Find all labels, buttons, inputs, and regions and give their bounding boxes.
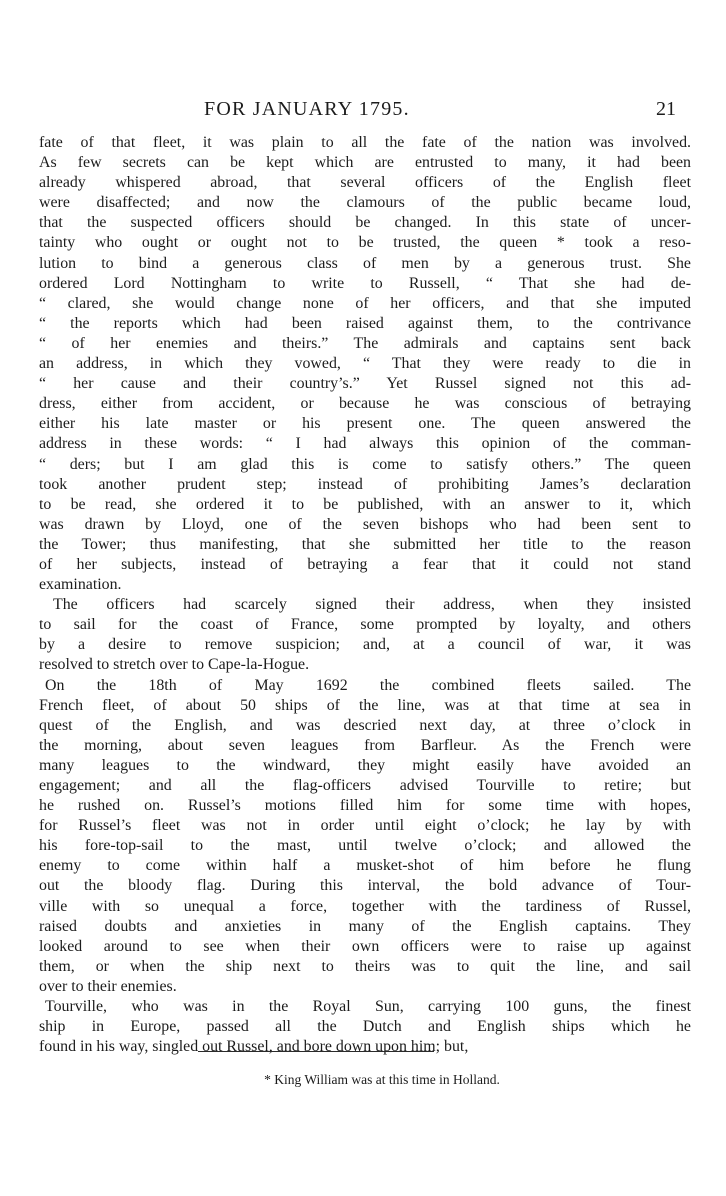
text-line: the morning, about seven leagues from Barfleur. As the French were [39, 736, 691, 754]
text-line: French fleet, of about 50 ships of the line, was at that time at sea in [39, 696, 691, 714]
text-line: dress, either from accident, or because he was conscious of betraying [39, 395, 691, 413]
text-line: enemy to come within half a musket-shot of him before he flung [39, 857, 691, 875]
page-number: 21 [656, 98, 676, 120]
text-line: ville with so unequal a force, together with the tardiness of Russel, [39, 897, 691, 915]
text-line: by a desire to remove suspicion; and, at a council of war, it was [39, 636, 691, 654]
text-line: his fore-top-sail to the mast, until twelve o’clock; and allowed the [39, 837, 691, 855]
text-line: As few secrets can be kept which are entrusted to many, it had been [39, 154, 691, 172]
text-line: “ the reports which had been raised against them, to the contrivance [39, 314, 691, 332]
text-line: took another prudent step; instead of prohibiting James’s declaration [39, 475, 691, 493]
text-line: to sail for the coast of France, some prompted by loyalty, and others [39, 616, 691, 634]
text-line: an address, in which they vowed, “ That they were ready to die in [39, 355, 691, 373]
text-line: The officers had scarcely signed their address, when they insisted [53, 596, 691, 614]
text-line: quest of the English, and was descried next day, at three o’clock in [39, 716, 691, 734]
text-line: resolved to stretch over to Cape-la-Hogue. [39, 656, 310, 674]
running-title: FOR JANUARY 1795. [204, 98, 410, 120]
footnote-rule [198, 1051, 434, 1052]
text-line: fate of that fleet, it was plain to all the fate of the nation was involved. [39, 134, 691, 151]
text-line: for Russel’s fleet was not in order until eight o’clock; he lay by with [39, 817, 691, 835]
text-line: that the suspected officers should be changed. In this state of uncer- [39, 214, 691, 232]
text-line: lution to bind a generous class of men by a generous trust. She [39, 254, 691, 272]
text-line: examination. [39, 576, 122, 594]
running-head [0, 94, 726, 124]
text-line: ship in Europe, passed all the Dutch and English ships which he [39, 1018, 691, 1036]
body-text [39, 133, 691, 1057]
text-line: “ her cause and their country’s.” Yet Russel signed not this ad- [39, 375, 691, 393]
text-line: the Tower; thus manifesting, that she submitted her title to the reason [39, 535, 691, 553]
text-line: over to their enemies. [39, 977, 177, 995]
text-line: “ clared, she would change none of her officers, and that she imputed [39, 294, 691, 312]
text-line: tainty who ought or ought not to be trusted, the queen * took a reso- [39, 234, 691, 252]
text-line: to be read, she ordered it to be published, with an answer to it, which [39, 495, 691, 513]
text-line: “ ders; but I am glad this is come to satisfy others.” The queen [39, 455, 691, 473]
footnote: * King William was at this time in Holland. [264, 1072, 500, 1087]
text-line: Tourville, who was in the Royal Sun, carrying 100 guns, the finest [45, 998, 691, 1016]
text-line: ordered Lord Nottingham to write to Russell, “ That she had de- [39, 274, 691, 292]
text-line: either his late master or his present one. The queen answered the [39, 415, 691, 433]
text-line: looked around to see when their own officers were to raise up against [39, 937, 691, 955]
text-line: was drawn by Lloyd, one of the seven bishops who had been sent to [39, 515, 691, 533]
text-line: raised doubts and anxieties in many of the English captains. They [39, 917, 691, 935]
text-line: he rushed on. Russel’s motions filled him for some time with hopes, [39, 797, 691, 815]
text-line: were disaffected; and now the clamours of the public became loud, [39, 194, 691, 212]
text-line: many leagues to the windward, they might easily have avoided an [39, 756, 691, 774]
text-line: “ of her enemies and theirs.” The admirals and captains sent back [39, 334, 691, 352]
text-line: of her subjects, instead of betraying a fear that it could not stand [39, 555, 691, 573]
text-line: address in these words: “ I had always this opinion of the comman- [39, 435, 691, 453]
text-line: found in his way, singled out Russel, and bore down upon him; but, [39, 1038, 469, 1056]
text-line: out the bloody flag. During this interval, the bold advance of Tour- [39, 877, 691, 895]
text-line: them, or when the ship next to theirs was to quit the line, and sail [39, 957, 691, 975]
text-line: engagement; and all the flag-officers advised Tourville to retire; but [39, 777, 691, 794]
text-line: already whispered abroad, that several officers of the English fleet [39, 174, 691, 192]
text-line: On the 18th of May 1692 the combined fleets sailed. The [45, 676, 691, 694]
